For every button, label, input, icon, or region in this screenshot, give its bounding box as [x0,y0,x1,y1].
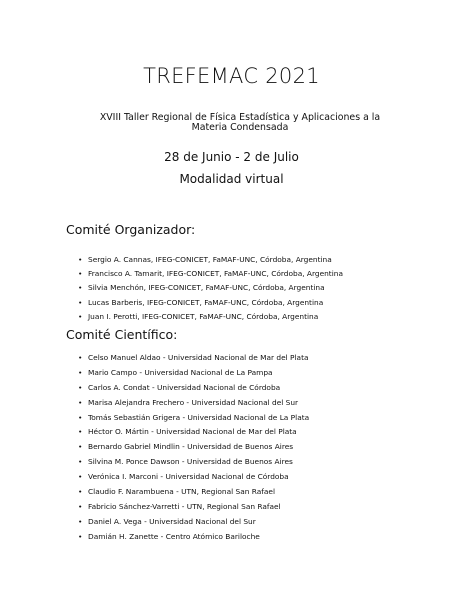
member-name: Marisa Alejandra Frechero - Universidad Nacional del Sur [88,397,299,407]
list-item [78,267,343,281]
bullet-dot-icon: • [78,427,83,437]
list-item [78,253,343,267]
member-name: Mario Campo - Universidad Nacional de La Pampa [88,367,273,377]
bullet-dot-icon: • [78,501,83,511]
bullet-dot-icon: • [78,269,83,279]
member-name: Juan I. Perotti, IFEG-CONICET, FaMAF-UNC, Córdoba, Argentina [88,311,319,321]
member-name: Silvia Menchón, IFEG-CONICET, FaMAF-UNC, Córdoba, Argentina [88,283,325,293]
bullet-dot-icon: • [78,283,83,293]
list-item [78,440,309,455]
event-dates: 28 de Junio - 2 de Julio [164,150,299,164]
member-name: Héctor O. Mártin - Universidad Nacional de Mar del Plata [88,427,297,437]
organizing-committee-heading: Comité Organizador: [66,222,196,237]
list-item [78,296,343,310]
list-item [78,411,309,426]
member-name: Carlos A. Condat - Universidad Nacional de Córdoba [88,382,281,392]
member-name: Lucas Barberis, IFEG-CONICET, FaMAF-UNC, Córdoba, Argentina [88,297,324,307]
list-item [78,366,309,381]
list-item [78,470,309,485]
member-name: Fabricio Sánchez-Varretti - UTN, Regional San Rafael [88,501,281,511]
list-item [78,396,309,411]
bullet-dot-icon: • [78,457,83,467]
member-name: Francisco A. Tamarit, IFEG-CONICET, FaMAF-UNC, Córdoba, Argentina [88,269,343,279]
member-name: Claudio F. Narambuena - UTN, Regional San Rafael [88,487,275,497]
member-name: Verónica I. Marconi - Universidad Nacional de Córdoba [88,472,289,482]
list-item [78,485,309,500]
list-item [78,425,309,440]
list-item [78,500,309,515]
event-subtitle: XVIII Taller Regional de Física Estadística y Aplicaciones a la Materia Condensada [99,112,381,133]
bullet-dot-icon: • [78,255,83,264]
bullet-dot-icon: • [78,412,83,422]
member-name: Tomás Sebastián Grigera - Universidad Nacional de La Plata [88,412,310,422]
scientific-committee-list [78,351,309,545]
bullet-dot-icon: • [78,311,83,321]
member-name: Silvina M. Ponce Dawson - Universidad de Buenos Aires [88,457,293,467]
bullet-dot-icon: • [78,472,83,482]
bullet-dot-icon: • [78,531,83,541]
list-item [78,530,309,545]
bullet-dot-icon: • [78,487,83,497]
page-title: TREFEMAC 2021 [143,64,320,88]
list-item [78,455,309,470]
member-name: Bernardo Gabriel Mindlin - Universidad de Buenos Aires [88,442,294,452]
bullet-dot-icon: • [78,442,83,452]
list-item [78,515,309,530]
list-item [78,381,309,396]
member-name: Celso Manuel Aldao - Universidad Nacional de Mar del Plata [88,353,309,362]
scientific-committee-heading: Comité Científico: [66,327,178,342]
member-name: Damián H. Zanette - Centro Atómico Bariloche [88,531,260,541]
member-name: Sergio A. Cannas, IFEG-CONICET, FaMAF-UNC, Córdoba, Argentina [88,255,332,264]
bullet-dot-icon: • [78,516,83,526]
list-item [78,281,343,295]
list-item [78,310,343,324]
bullet-dot-icon: • [78,397,83,407]
member-name: Daniel A. Vega - Universidad Nacional del Sur [88,516,256,526]
organizing-committee-list [78,253,343,324]
bullet-dot-icon: • [78,297,83,307]
list-item [78,351,309,366]
bullet-dot-icon: • [78,353,83,362]
bullet-dot-icon: • [78,382,83,392]
bullet-dot-icon: • [78,367,83,377]
event-modality: Modalidad virtual [179,172,284,186]
